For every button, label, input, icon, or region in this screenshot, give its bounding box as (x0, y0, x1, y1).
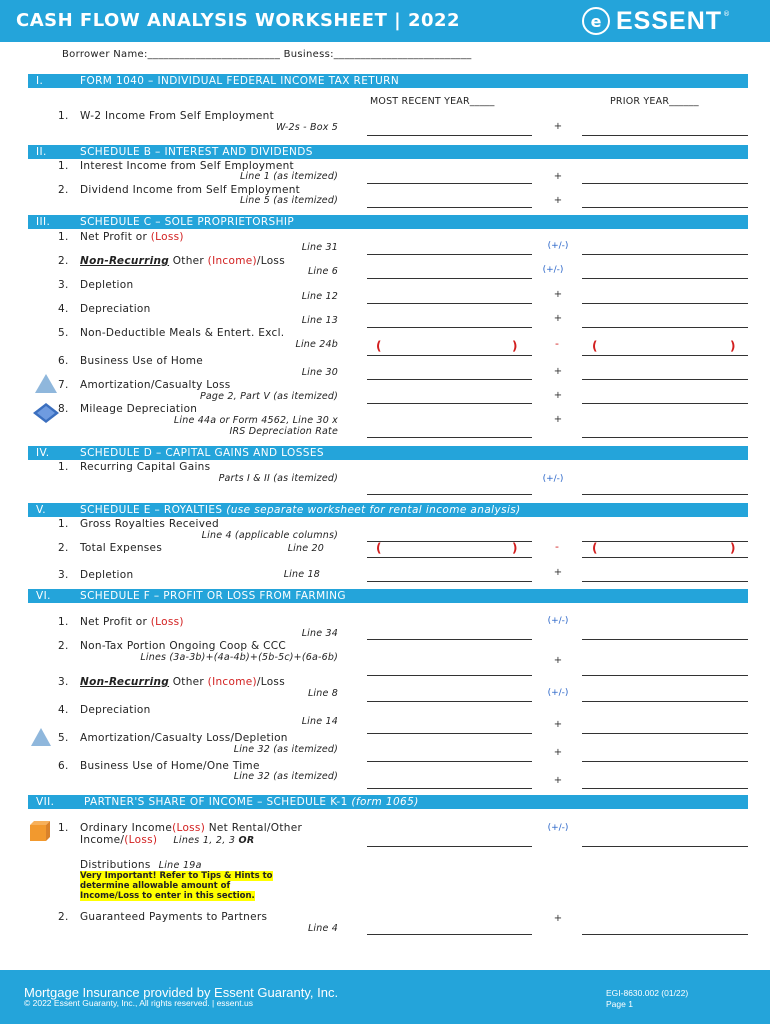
loss-text: (Loss) (150, 616, 184, 628)
item-number: 1. (58, 160, 69, 172)
item-reference: Line 30 (301, 367, 338, 378)
item-label: Depletion (80, 569, 134, 581)
open-paren: ( (376, 541, 382, 555)
plus-operator: + (553, 195, 563, 206)
section-title (80, 503, 521, 517)
plus-minus-operator: (+/-) (547, 241, 569, 251)
plus-operator: + (553, 313, 563, 324)
item-reference: Line 44a or Form 4562, Line 30 x (173, 415, 338, 426)
item-reference: Line 8 (307, 688, 338, 699)
footer-copyright: © 2022 Essent Guaranty, Inc., All rights reserved. | essent.us (24, 998, 253, 1008)
prior-year-field[interactable] (582, 183, 748, 184)
registered-mark: ® (723, 10, 731, 18)
section-number: I. (36, 75, 44, 87)
open-paren: ( (592, 339, 598, 353)
label-text: Net Profit or (80, 231, 151, 243)
prior-year-field[interactable] (582, 541, 748, 542)
recent-year-field[interactable] (367, 541, 532, 542)
item-reference: Lines 1, 2, 3 (173, 835, 239, 846)
item-reference: W-2s - Box 5 (276, 122, 338, 133)
item-number: 7. (58, 379, 69, 391)
prior-year-field[interactable] (582, 701, 748, 702)
open-paren: ( (376, 339, 382, 353)
prior-year-field[interactable] (582, 403, 748, 404)
item-reference: Line 24b (295, 339, 338, 350)
section-1-header (28, 74, 748, 88)
item-reference: Lines (3a-3b)+(4a-4b)+(5b-5c)+(6a-6b) (140, 652, 338, 663)
plus-operator: + (553, 414, 563, 425)
prior-year-field[interactable] (582, 846, 748, 847)
label-text: Distributions (80, 859, 151, 871)
recent-year-field[interactable] (367, 183, 532, 184)
essent-logo (582, 6, 730, 36)
section-number: VI. (36, 590, 51, 602)
item-reference: Line 19a (158, 860, 202, 871)
prior-year-field[interactable] (582, 355, 748, 356)
item-label: Depreciation (80, 303, 151, 315)
item-reference: Line 32 (as itemized) (233, 744, 338, 755)
item-number: 1. (58, 518, 69, 530)
close-paren: ) (512, 541, 518, 555)
item-label: Amortization/Casualty Loss (80, 379, 231, 391)
plus-operator: + (553, 747, 563, 758)
plus-operator: + (553, 366, 563, 377)
item-number: 2. (58, 184, 69, 196)
section-title-text: PARTNER'S SHARE OF INCOME – SCHEDULE K-1 (84, 796, 352, 808)
item-number: 3. (58, 569, 69, 581)
label-text: /Loss (256, 255, 285, 267)
recent-year-field[interactable] (367, 761, 532, 762)
item-number: 8. (58, 403, 69, 415)
most-recent-year-header[interactable]: MOST RECENT YEAR_____ (370, 96, 495, 107)
label-text: Other (169, 676, 208, 688)
prior-year-field[interactable] (582, 557, 748, 558)
section-title: SCHEDULE F – PROFIT OR LOSS FROM FARMING (80, 590, 346, 602)
close-paren: ) (512, 339, 518, 353)
plus-operator: + (553, 655, 563, 666)
recent-year-field[interactable] (367, 437, 532, 438)
prior-year-field[interactable] (582, 761, 748, 762)
recent-year-field[interactable] (367, 788, 532, 789)
item-reference: Line 32 (as itemized) (233, 771, 338, 782)
income-text: (Income) (207, 676, 257, 688)
close-paren: ) (730, 339, 736, 353)
prior-year-field[interactable] (582, 327, 748, 328)
item-label-continued (80, 834, 255, 846)
item-label: W-2 Income From Self Employment (80, 110, 275, 122)
item-label (80, 255, 285, 267)
item-number: 3. (58, 676, 69, 688)
prior-year-field[interactable] (582, 581, 748, 582)
plus-minus-operator: (+/-) (542, 474, 564, 484)
minus-operator: - (555, 540, 559, 553)
recent-year-field[interactable] (367, 403, 532, 404)
item-number: 3. (58, 279, 69, 291)
item-label: Recurring Capital Gains (80, 461, 211, 473)
recent-year-field[interactable] (367, 581, 532, 582)
item-number: 1. (58, 616, 69, 628)
prior-year-field[interactable] (582, 639, 748, 640)
item-number: 4. (58, 303, 69, 315)
plus-operator: + (553, 719, 563, 730)
prior-year-field[interactable] (582, 494, 748, 495)
recent-year-field[interactable] (367, 701, 532, 702)
prior-year-field[interactable] (582, 379, 748, 380)
essent-logo-text: ESSENT (616, 6, 723, 35)
plus-minus-operator: (+/-) (547, 688, 569, 698)
borrower-business-line[interactable]: Borrower Name:_________________________ Business:__________________________ (62, 49, 472, 60)
item-reference: Line 20 (287, 543, 324, 554)
item-label: Total Expenses (80, 542, 163, 554)
prior-year-field[interactable] (582, 733, 748, 734)
item-reference: Line 6 (307, 266, 338, 277)
item-number: 4. (58, 704, 69, 716)
prior-year-field[interactable] (582, 254, 748, 255)
label-text: /Loss (256, 676, 285, 688)
prior-year-field[interactable] (582, 675, 748, 676)
footer-disclaimer: Mortgage Insurance provided by Essent Guaranty, Inc. (24, 985, 339, 1000)
item-number: 5. (58, 732, 69, 744)
item-reference: Line 5 (as itemized) (239, 195, 338, 206)
item-number: 2. (58, 640, 69, 652)
recent-year-field[interactable] (367, 846, 532, 847)
loss-text: (Loss) (172, 822, 206, 834)
item-label: Dividend Income from Self Employment (80, 184, 301, 196)
section-4-header (28, 446, 748, 460)
plus-operator: + (553, 775, 563, 786)
recent-year-field[interactable] (367, 557, 532, 558)
important-note-line-3: Income/Loss to enter in this section. (80, 891, 255, 901)
recent-year-field[interactable] (367, 355, 532, 356)
item-reference: Page 2, Part V (as itemized) (199, 391, 338, 402)
recent-year-field[interactable] (367, 639, 532, 640)
income-text: (Income) (207, 255, 257, 267)
recent-year-field[interactable] (367, 135, 532, 136)
item-label: Mileage Depreciation (80, 403, 198, 415)
section-title: FORM 1040 – INDIVIDUAL FEDERAL INCOME TAX RETURN (80, 75, 400, 87)
section-title-text: SCHEDULE E – ROYALTIES (80, 504, 227, 516)
cube-icon (26, 820, 52, 842)
page-number: Page 1 (606, 999, 633, 1009)
section-title: SCHEDULE C – SOLE PROPRIETORSHIP (80, 216, 295, 228)
section-title: SCHEDULE D – CAPITAL GAINS AND LOSSES (80, 447, 324, 459)
section-title-note: (use separate worksheet for rental income analysis) (226, 504, 521, 516)
label-text: Net Profit or (80, 616, 151, 628)
item-number: 1. (58, 461, 69, 473)
non-recurring-text: Non-Recurring (80, 676, 170, 688)
triangle-icon (34, 372, 58, 394)
item-number: 2. (58, 542, 69, 554)
plus-minus-operator: (+/-) (542, 265, 564, 275)
item-reference: Line 4 (307, 923, 338, 934)
item-number: 6. (58, 355, 69, 367)
item-number: 2. (58, 911, 69, 923)
close-paren: ) (730, 541, 736, 555)
prior-year-field[interactable] (582, 207, 748, 208)
prior-year-field[interactable] (582, 934, 748, 935)
triangle-icon (30, 726, 52, 748)
item-number: 6. (58, 760, 69, 772)
section-title (84, 795, 419, 809)
item-label: Interest Income from Self Employment (80, 160, 294, 172)
item-label: Depreciation (80, 704, 151, 716)
plus-operator: + (553, 121, 563, 132)
plus-minus-operator: (+/-) (547, 823, 569, 833)
section-number: II. (36, 146, 47, 158)
diamond-icon (32, 402, 60, 424)
recent-year-field[interactable] (367, 327, 532, 328)
item-reference: Line 13 (301, 315, 338, 326)
prior-year-header[interactable]: PRIOR YEAR______ (610, 96, 699, 107)
header-bar (0, 0, 770, 42)
important-note-line-2: determine allowable amount of (80, 881, 231, 891)
section-title-note: (form 1065) (351, 796, 419, 808)
item-label: Depletion (80, 279, 134, 291)
section-7-header (28, 795, 748, 809)
recent-year-field[interactable] (367, 254, 532, 255)
item-label (80, 231, 184, 243)
plus-operator: + (553, 171, 563, 182)
plus-operator: + (553, 390, 563, 401)
plus-operator: + (553, 289, 563, 300)
prior-year-field[interactable] (582, 303, 748, 304)
section-number: V. (36, 504, 46, 516)
recent-year-field[interactable] (367, 675, 532, 676)
section-number: IV. (36, 447, 50, 459)
item-label: Non-Tax Portion Ongoing Coop & CCC (80, 640, 287, 652)
item-number: 2. (58, 255, 69, 267)
plus-operator: + (553, 567, 563, 578)
or-text: OR (238, 835, 255, 846)
item-label: Guaranteed Payments to Partners (80, 911, 268, 923)
item-number: 1. (58, 231, 69, 243)
item-reference: Line 14 (301, 716, 338, 727)
item-label (80, 676, 285, 688)
item-label (80, 616, 184, 628)
label-text: Ordinary Income (80, 822, 173, 834)
section-title: SCHEDULE B – INTEREST AND DIVIDENDS (80, 146, 313, 158)
section-number: VII. (36, 796, 55, 808)
item-reference: Line 31 (301, 242, 338, 253)
plus-minus-operator: (+/-) (547, 616, 569, 626)
recent-year-field[interactable] (367, 494, 532, 495)
prior-year-field[interactable] (582, 278, 748, 279)
item-reference: Line 18 (283, 569, 320, 580)
prior-year-field[interactable] (582, 788, 748, 789)
item-label: Business Use of Home (80, 355, 204, 367)
item-label: Gross Royalties Received (80, 518, 220, 530)
recent-year-field[interactable] (367, 303, 532, 304)
section-2-header (28, 145, 748, 159)
item-label: Non-Deductible Meals & Entert. Excl. (80, 327, 285, 339)
item-label (80, 822, 302, 834)
item-number: 1. (58, 110, 69, 122)
recent-year-field[interactable] (367, 278, 532, 279)
label-text: Net Rental/Other (205, 822, 303, 834)
loss-text: (Loss) (124, 834, 158, 846)
minus-operator: - (555, 337, 559, 350)
item-reference-continued: IRS Depreciation Rate (229, 426, 338, 437)
item-label: Business Use of Home/One Time (80, 760, 260, 772)
recent-year-field[interactable] (367, 733, 532, 734)
item-number: 1. (58, 822, 69, 834)
prior-year-field[interactable] (582, 135, 748, 136)
distributions-label (80, 859, 202, 871)
item-reference: Line 12 (301, 291, 338, 302)
page-title: CASH FLOW ANALYSIS WORKSHEET | 2022 (16, 10, 461, 31)
section-number: III. (36, 216, 51, 228)
recent-year-field[interactable] (367, 379, 532, 380)
item-reference: Line 34 (301, 628, 338, 639)
item-reference: Line 4 (applicable columns) (201, 530, 338, 541)
footer-bar (0, 970, 770, 1024)
essent-logo-icon: e (582, 7, 610, 35)
item-reference: Line 1 (as itemized) (239, 171, 338, 182)
item-number: 5. (58, 327, 69, 339)
section-5-header (28, 503, 748, 517)
non-recurring-text: Non-Recurring (80, 255, 170, 267)
item-label: Amortization/Casualty Loss/Depletion (80, 732, 288, 744)
recent-year-field[interactable] (367, 207, 532, 208)
label-text: Income/ (80, 834, 125, 846)
plus-operator: + (553, 913, 563, 924)
section-3-header (28, 215, 748, 229)
prior-year-field[interactable] (582, 437, 748, 438)
open-paren: ( (592, 541, 598, 555)
form-code: EGI-8630.002 (01/22) (606, 988, 689, 998)
recent-year-field[interactable] (367, 934, 532, 935)
important-note-line-1: Very Important! Refer to Tips & Hints to (80, 871, 273, 881)
loss-text: (Loss) (150, 231, 184, 243)
section-6-header (28, 589, 748, 603)
label-text: Other (169, 255, 208, 267)
item-reference: Parts I & II (as itemized) (218, 473, 338, 484)
